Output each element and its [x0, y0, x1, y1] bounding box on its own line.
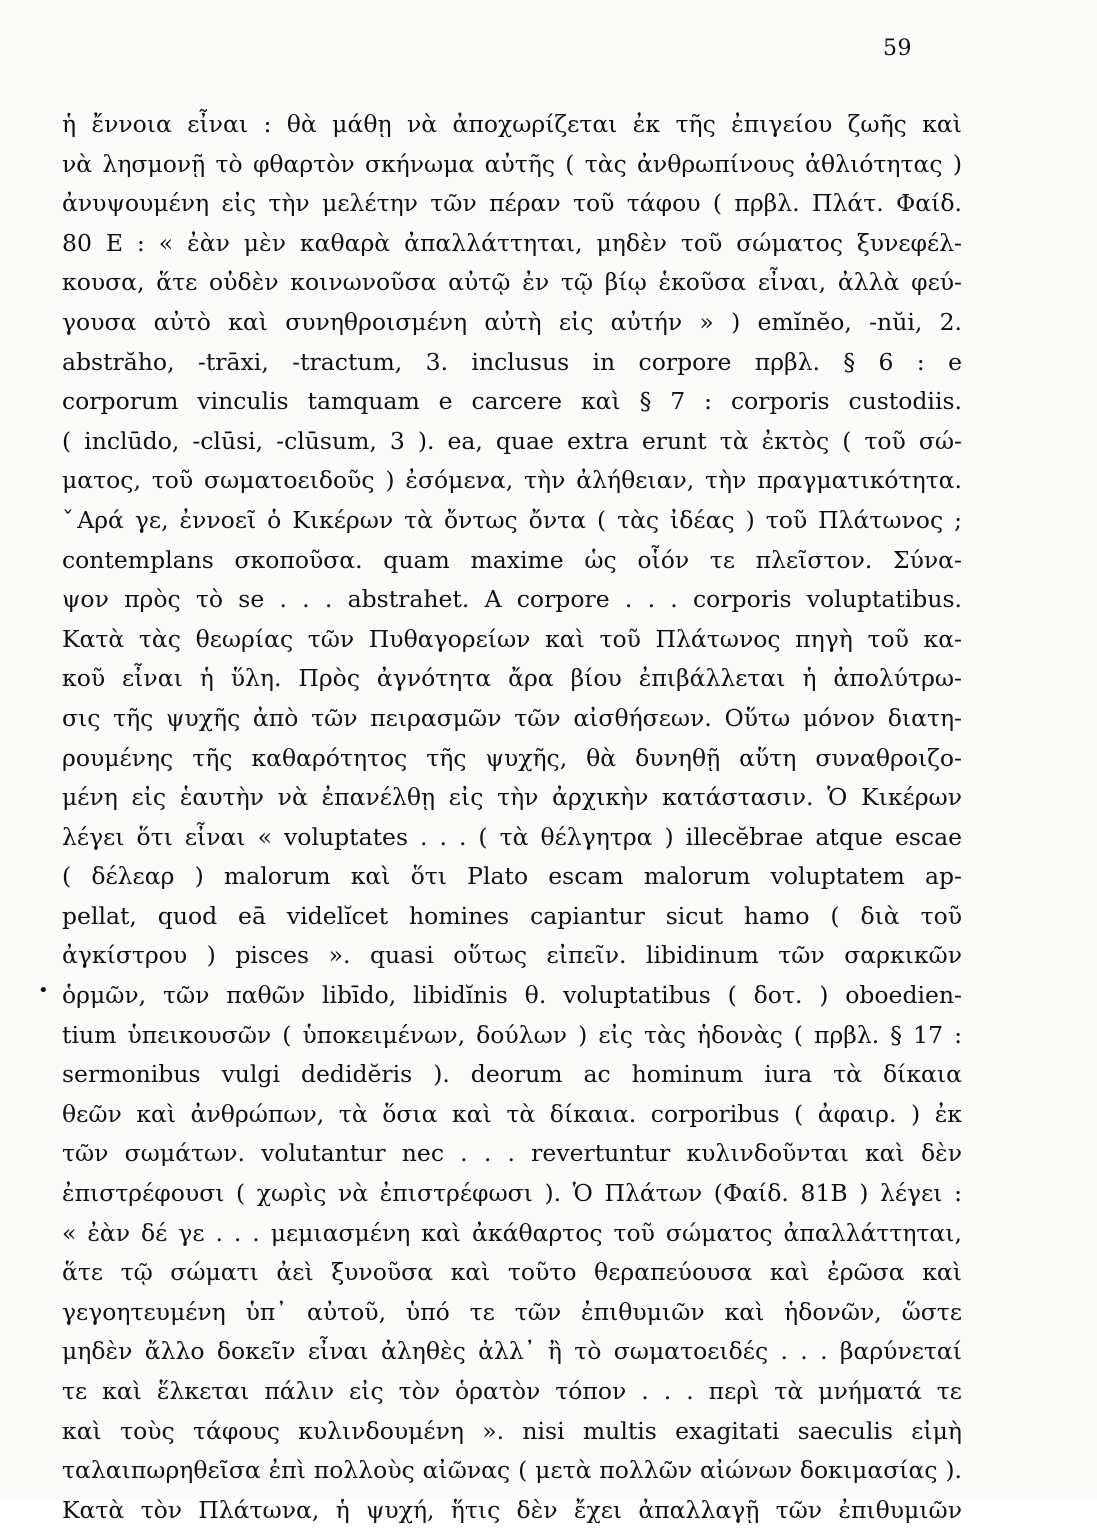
text-line: γεγοητευμένη ὑπ᾽ αὐτοῦ, ὑπό τε τῶν ἐπιθυμιῶν καὶ ἡδονῶν, ὥστε: [62, 1297, 962, 1326]
page-number: 59: [883, 36, 912, 61]
text-line: ματος, τοῦ σωματοειδοῦς ) ἐσόμενα, τὴν ἀλήθειαν, τὴν πραγματικότητα.: [62, 466, 962, 495]
text-line: σις τῆς ψυχῆς ἀπὸ τῶν πειρασμῶν τῶν αἰσθήσεων. Οὕτω μόνον διατη-: [62, 703, 962, 732]
text-line: μηδὲν ἄλλο δοκεῖν εἶναι ἀληθὲς ἀλλ᾽ ἢ τὸ σωματοειδές . . . βαρύνεταί: [62, 1337, 962, 1366]
text-line: λέγει ὅτι εἶναι « voluptates . . . ( τὰ θέλγητρα ) illecĕbrae atque escae: [62, 822, 962, 851]
text-line: Κατὰ τὰς θεωρίας τῶν Πυθαγορείων καὶ τοῦ Πλάτωνος πηγὴ τοῦ κα-: [62, 624, 962, 653]
text-line: 80 Ε : « ἐὰν μὲν καθαρὰ ἀπαλλάττηται, μηδὲν τοῦ σώματος ξυνεφέλ-: [62, 228, 962, 257]
text-line: ἅτε τῷ σώματι ἀεὶ ξυνοῦσα καὶ τοῦτο θεραπεύουσα καὶ ἐρῶσα καὶ: [62, 1258, 962, 1287]
text-line: ὁρμῶν, τῶν παθῶν libīdo, libidĭnis θ. voluptatibus ( δοτ. ) oboedien-: [62, 981, 962, 1010]
text-line: μένη εἰς ἑαυτὴν νὰ ἐπανέλθῃ εἰς τὴν ἀρχικὴν κατάστασιν. Ὁ Κικέρων: [62, 783, 962, 812]
text-line: ταλαιπωρηθεῖσα ἐπὶ πολλοὺς αἰῶνας ( μετὰ πολλῶν αἰώνων δοκιμασίας ).: [62, 1456, 962, 1485]
text-line: τῶν σωμάτων. volutantur nec . . . revertuntur κυλινδοῦνται καὶ δὲν: [62, 1139, 962, 1168]
text-line: κουσα, ἅτε οὐδὲν κοινωνοῦσα αὐτῷ ἐν τῷ βίῳ ἑκοῦσα εἶναι, ἀλλὰ φεύ-: [62, 268, 962, 297]
commentary-text: [62, 105, 962, 1530]
text-line: corporum vinculis tamquam e carcere καὶ § 7 : corporis custodiis.: [62, 387, 962, 416]
text-line: tium ὑπεικουσῶν ( ὑποκειμένων, δούλων ) εἰς τὰς ἡδονὰς ( πρβλ. § 17 :: [62, 1020, 962, 1049]
text-line: γουσα αὐτὸ καὶ συνηθροισμένη αὐτὴ εἰς αὐτήν » ) emĭnĕo, -nŭi, 2.: [62, 307, 962, 336]
text-line: ( inclūdo, -clūsi, -clūsum, 3 ). ea, quae extra erunt τὰ ἐκτὸς ( τοῦ σώ-: [62, 426, 962, 455]
margin-mark: •: [38, 980, 49, 1001]
text-line: pellat, quod eā videlĭcet homines capiantur sicut hamo ( διὰ τοῦ: [62, 901, 962, 930]
text-line: sermonibus vulgi dedidĕris ). deorum ac hominum iura τὰ δίκαια: [62, 1060, 962, 1089]
text-line: ἡ ἔννοια εἶναι : θὰ μάθῃ νὰ ἀποχωρίζεται ἐκ τῆς ἐπιγείου ζωῆς καὶ: [62, 110, 962, 138]
text-line: ἀγκίστρου ) pisces ». quasi οὕτως εἰπεῖν. libidinum τῶν σαρκικῶν: [62, 941, 962, 970]
text-line: ( δέλεαρ ) malorum καὶ ὅτι Plato escam malorum voluptatem ap-: [62, 862, 962, 891]
text-line: τε καὶ ἕλκεται πάλιν εἰς τὸν ὁρατὸν τόπον . . . περὶ τὰ μνήματά τε: [62, 1377, 962, 1405]
text-line: θεῶν καὶ ἀνθρώπων, τὰ ὅσια καὶ τὰ δίκαια. corporibus ( ἀφαιρ. ) ἐκ: [62, 1099, 962, 1128]
text-line: καὶ τοὺς τάφους κυλινδουμένη ». nisi multis exagitati saeculis εἰμὴ: [62, 1416, 962, 1445]
text-line: contemplans σκοποῦσα. quam maxime ὡς οἷόν τε πλεῖστον. Σύνα-: [62, 545, 962, 574]
text-line: ἐπιστρέφουσι ( χωρὶς νὰ ἐπιστρέφωσι ). Ὁ Πλάτων (Φαίδ. 81Β ) λέγει :: [62, 1179, 962, 1208]
text-line: « ἐὰν δέ γε . . . μεμιασμένη καὶ ἀκάθαρτος τοῦ σώματος ἀπαλλάττηται,: [62, 1218, 962, 1247]
text-line: κοῦ εἶναι ἡ ὕλη. Πρὸς ἀγνότητα ἄρα βίου ἐπιβάλλεται ἡ ἀπολύτρω-: [62, 664, 962, 693]
text-line: ψον πρὸς τὸ se . . . abstrahet. A corpore . . . corporis voluptatibus.: [62, 585, 962, 614]
text-line: νὰ λησμονῇ τὸ φθαρτὸν σκήνωμα αὐτῆς ( τὰς ἀνθρωπίνους ἀθλιότητας ): [62, 149, 962, 178]
text-line: ˇΑρά γε, ἐννοεῖ ὁ Κικέρων τὰ ὄντως ὄντα ( τὰς ἰδέας ) τοῦ Πλάτωνος ;: [62, 505, 962, 534]
text-line: Κατὰ τὸν Πλάτωνα, ἡ ψυχή, ἥτις δὲν ἔχει ἀπαλλαγῇ τῶν ἐπιθυμιῶν: [62, 1495, 962, 1524]
text-line: ρουμένης τῆς καθαρότητος τῆς ψυχῆς, θὰ δυνηθῇ αὕτη συναθροιζο-: [62, 743, 962, 772]
text-line: ἀνυψουμένη εἰς τὴν μελέτην τῶν πέραν τοῦ τάφου ( πρβλ. Πλάτ. Φαίδ.: [62, 189, 962, 218]
text-line: abstrăho, -trāxi, -tractum, 3. inclusus in corpore πρβλ. § 6 : e: [62, 347, 962, 376]
